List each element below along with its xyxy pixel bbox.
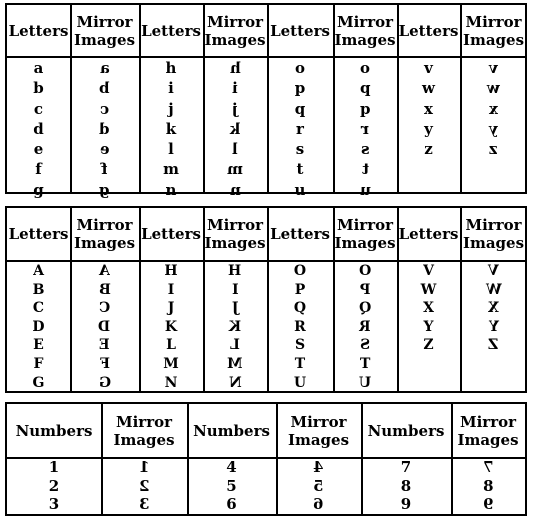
mirror-glyph: R — [359, 318, 371, 335]
header-letters: Letters — [8, 21, 69, 40]
glyph-cell — [488, 336, 498, 355]
glyph-cell — [294, 318, 306, 337]
glyph-cell — [168, 299, 175, 318]
glyph-cell — [227, 355, 243, 374]
lowercase-mirror-column — [333, 58, 397, 200]
mirror-glyph: 7 — [482, 458, 494, 476]
mirror-glyph: L — [230, 337, 240, 354]
glyph-cell — [33, 78, 44, 98]
uppercase-mirror-column — [333, 262, 397, 392]
glyph-cell — [99, 299, 110, 318]
glyph-cell — [296, 139, 304, 159]
glyph: z — [424, 140, 433, 159]
glyph-cell — [100, 58, 110, 78]
glyph: H — [164, 263, 178, 279]
glyph-cell — [33, 281, 45, 300]
mirror-glyph: h — [229, 59, 241, 77]
mirror-glyph: x — [489, 99, 498, 118]
glyph-cell — [230, 180, 241, 200]
glyph-cell — [34, 99, 43, 119]
mirror-glyph: e — [99, 140, 110, 159]
glyph: J — [167, 300, 175, 317]
glyph-cell — [295, 180, 306, 200]
mirror-glyph: A — [99, 263, 110, 279]
glyph-cell — [139, 477, 149, 496]
glyph-cell — [168, 281, 175, 300]
mirror-glyph: F — [99, 355, 110, 372]
glyph-cell — [488, 262, 499, 281]
mirror-glyph: l — [232, 140, 238, 159]
glyph-cell — [360, 78, 371, 98]
mirror-glyph: Z — [488, 337, 499, 354]
glyph: W — [420, 281, 437, 298]
glyph-cell — [166, 58, 177, 78]
glyph-cell — [423, 336, 433, 355]
glyph-cell — [35, 159, 41, 179]
glyph-cell — [166, 336, 176, 355]
glyph-cell — [422, 78, 435, 98]
glyph: Q — [293, 300, 307, 317]
glyph-cell — [294, 374, 306, 393]
lowercase-mirror-column — [203, 58, 267, 200]
glyph-cell — [295, 336, 305, 355]
glyph-cell — [483, 495, 493, 514]
glyph-cell — [33, 299, 44, 318]
mirror-glyph: M — [227, 355, 243, 372]
header-mirror-images: Mirror Images — [204, 12, 266, 49]
glyph-cell — [424, 119, 433, 139]
lowercase-mirror-column — [460, 58, 527, 159]
mirror-glyph: 8 — [482, 476, 494, 495]
header-mirror-images: Mirror Images — [73, 12, 136, 49]
glyph-cell — [359, 318, 371, 337]
glyph-cell — [33, 336, 44, 355]
header-mirror-images: Mirror Images — [462, 12, 525, 49]
header-letters: Letters — [398, 225, 459, 243]
mirror-glyph: V — [488, 263, 499, 279]
numbers-mirror-column — [451, 458, 525, 514]
mirror-glyph: f — [101, 160, 108, 179]
glyph-cell — [99, 374, 111, 393]
glyph-cell — [99, 262, 110, 281]
glyph-cell — [313, 477, 323, 496]
glyph-cell — [33, 180, 44, 200]
glyph-cell — [232, 99, 237, 119]
mirror-glyph: B — [98, 281, 111, 298]
glyph: m — [163, 160, 179, 179]
glyph-cell — [489, 58, 498, 78]
glyph: I — [167, 281, 175, 298]
mirror-glyph: I — [231, 281, 239, 298]
glyph-cell — [32, 318, 44, 337]
glyph: x — [424, 99, 433, 118]
glyph-cell — [163, 159, 179, 179]
uppercase-letters-column — [7, 262, 70, 392]
mirror-glyph: U — [358, 374, 372, 391]
glyph: 9 — [400, 495, 412, 513]
numbers-mirror-column — [101, 458, 187, 514]
mirror-glyph: j — [232, 99, 238, 118]
header-letters: Letters — [8, 225, 69, 243]
mirror-glyph: z — [489, 140, 498, 159]
glyph: P — [294, 281, 306, 298]
header-mirror-images: Mirror Images — [334, 12, 396, 49]
lowercase-mirror-column — [70, 58, 139, 200]
header-numbers: Numbers — [15, 421, 93, 440]
glyph: Z — [423, 337, 434, 354]
glyph-cell — [294, 262, 306, 281]
mirror-glyph: 1 — [138, 458, 150, 476]
glyph-cell — [163, 355, 179, 374]
glyph: a — [33, 59, 44, 77]
glyph: M — [163, 355, 179, 372]
glyph-cell — [488, 299, 499, 318]
glyph-cell — [362, 159, 369, 179]
glyph-cell — [424, 318, 434, 337]
glyph: q — [294, 99, 306, 118]
glyph-cell — [232, 281, 239, 300]
mirror-glyph: n — [229, 180, 241, 199]
glyph: w — [422, 79, 435, 98]
mirror-glyph: r — [361, 119, 369, 138]
glyph-cell — [226, 477, 236, 496]
header-letters: Letters — [141, 225, 201, 243]
glyph-cell — [360, 336, 370, 355]
glyph-cell — [99, 78, 110, 98]
mirror-glyph: g — [99, 180, 110, 199]
glyph: E — [33, 337, 44, 354]
mirror-glyph: G — [98, 374, 111, 391]
mirror-glyph: W — [485, 281, 502, 298]
mirror-glyph: a — [99, 59, 110, 77]
glyph: X — [423, 300, 434, 317]
header-letters: Letters — [141, 21, 201, 40]
mirror-glyph: S — [359, 337, 371, 354]
glyph-cell — [359, 374, 371, 393]
mirror-glyph: s — [360, 140, 370, 159]
mirror-glyph: 3 — [138, 495, 150, 513]
glyph-cell — [297, 159, 304, 179]
glyph: O — [293, 263, 307, 279]
glyph-cell — [164, 262, 177, 281]
glyph: h — [165, 59, 177, 77]
glyph: 1 — [48, 458, 60, 476]
glyph-cell — [99, 180, 110, 200]
glyph-cell — [168, 99, 173, 119]
glyph-cell — [489, 139, 498, 159]
mirror-glyph: y — [489, 119, 498, 138]
header-letters: Letters — [270, 225, 330, 243]
mirror-glyph: 2 — [138, 476, 150, 495]
glyph-cell — [165, 318, 177, 337]
numbers-table — [5, 402, 527, 516]
uppercase-letters-column — [139, 262, 203, 392]
lowercase-letters-column — [267, 58, 333, 200]
lowercase-letters-column — [397, 58, 460, 159]
glyph: V — [423, 263, 434, 279]
glyph-cell — [34, 58, 44, 78]
mirror-glyph: X — [488, 300, 499, 317]
mirror-glyph: K — [228, 318, 242, 335]
mirror-glyph: P — [359, 281, 371, 298]
glyph-cell — [228, 262, 241, 281]
glyph-cell — [313, 458, 323, 477]
glyph: e — [33, 140, 44, 159]
glyph-cell — [232, 139, 238, 159]
glyph: 7 — [400, 458, 412, 476]
glyph-cell — [100, 139, 110, 159]
mirror-glyph: E — [99, 337, 110, 354]
mirror-glyph: m — [227, 160, 243, 179]
glyph-cell — [230, 58, 241, 78]
glyph: p — [294, 79, 306, 98]
glyph-cell — [401, 458, 411, 477]
mirror-glyph: C — [98, 300, 111, 317]
glyph-cell — [100, 355, 110, 374]
glyph: 2 — [48, 476, 60, 495]
glyph-cell — [33, 262, 44, 281]
header-numbers: Numbers — [193, 421, 270, 440]
glyph: d — [33, 119, 44, 138]
glyph: L — [166, 337, 176, 354]
glyph-cell — [168, 78, 174, 98]
glyph-cell — [489, 318, 499, 337]
glyph: l — [168, 140, 174, 159]
glyph-cell — [489, 119, 498, 139]
glyph-cell — [139, 495, 149, 514]
uppercase-letters-column — [267, 262, 333, 392]
glyph-cell — [101, 159, 107, 179]
glyph-cell — [359, 262, 371, 281]
glyph-cell — [139, 458, 149, 477]
glyph-cell — [401, 495, 411, 514]
glyph: v — [424, 59, 433, 77]
mirror-glyph: d — [99, 119, 110, 138]
glyph: 3 — [48, 495, 60, 513]
mirror-glyph: J — [231, 300, 239, 317]
glyph-cell — [226, 458, 236, 477]
glyph: k — [165, 119, 177, 138]
glyph-cell — [295, 281, 306, 300]
glyph-cell — [359, 299, 371, 318]
glyph-cell — [401, 477, 411, 496]
glyph-cell — [168, 139, 174, 159]
glyph-cell — [227, 159, 243, 179]
mirror-glyph: b — [99, 79, 110, 98]
glyph-cell — [360, 180, 371, 200]
glyph-cell — [423, 262, 434, 281]
glyph-cell — [294, 299, 306, 318]
header-mirror-images: Mirror Images — [462, 216, 525, 252]
glyph: S — [294, 337, 306, 354]
mirror-glyph: D — [98, 318, 111, 335]
glyph-cell — [487, 78, 500, 98]
mirror-glyph: q — [359, 99, 371, 118]
mirror-glyph: o — [359, 59, 370, 77]
glyph-cell — [295, 99, 306, 119]
glyph: t — [296, 160, 304, 179]
uppercase-mirror-column — [203, 262, 267, 392]
glyph: U — [293, 374, 307, 391]
glyph-cell — [226, 495, 236, 514]
header-letters: Letters — [398, 21, 459, 40]
header-mirror-images: Mirror Images — [204, 216, 266, 252]
glyph: g — [33, 180, 44, 199]
glyph-cell — [166, 119, 176, 139]
mirror-glyph: i — [232, 79, 238, 98]
glyph-cell — [232, 78, 238, 98]
header-mirror-images: Mirror Images — [287, 412, 350, 449]
glyph-cell — [98, 318, 110, 337]
mirror-glyph: Y — [488, 318, 499, 335]
glyph: B — [32, 281, 45, 298]
mirror-glyph: t — [361, 160, 369, 179]
glyph: F — [33, 355, 44, 372]
mirror-glyph: w — [487, 79, 500, 98]
glyph-cell — [166, 180, 177, 200]
glyph: c — [33, 99, 44, 118]
glyph: f — [35, 160, 42, 179]
mirror-glyph: u — [359, 180, 371, 199]
uppercase-mirror-column — [70, 262, 139, 392]
glyph-cell — [360, 58, 370, 78]
glyph-cell — [230, 336, 240, 355]
header-letters: Letters — [270, 21, 330, 40]
uppercase-letters-table — [5, 206, 527, 393]
glyph-cell — [313, 495, 323, 514]
mirror-glyph: p — [359, 79, 371, 98]
glyph-cell — [489, 99, 498, 119]
header-mirror-images: Mirror Images — [334, 216, 396, 252]
numbers-mirror-column — [276, 458, 361, 514]
mirror-glyph: T — [359, 355, 371, 372]
mirror-glyph: H — [228, 263, 242, 279]
mirror-glyph: k — [229, 119, 241, 138]
glyph-cell — [421, 281, 437, 300]
lowercase-letters-table — [5, 3, 527, 199]
glyph: 6 — [226, 495, 237, 513]
glyph: j — [168, 99, 174, 118]
glyph: 4 — [226, 458, 237, 476]
glyph-cell — [34, 139, 44, 159]
glyph: A — [33, 263, 44, 279]
glyph: T — [294, 355, 306, 372]
glyph-cell — [232, 299, 239, 318]
glyph: 8 — [400, 476, 412, 495]
header-mirror-images: Mirror Images — [457, 412, 519, 449]
glyph: D — [32, 318, 45, 335]
glyph-cell — [486, 281, 502, 300]
glyph: R — [294, 318, 306, 335]
uppercase-letters-column — [397, 262, 460, 355]
mirror-glyph: Q — [358, 300, 372, 317]
mirror-glyph: c — [99, 99, 110, 118]
mirror-glyph: N — [228, 374, 242, 391]
glyph-cell — [33, 374, 45, 393]
glyph-cell — [295, 78, 306, 98]
mirror-glyph: v — [489, 59, 498, 77]
glyph-cell — [229, 374, 242, 393]
glyph: b — [33, 79, 44, 98]
mirror-glyph: 9 — [482, 495, 494, 513]
glyph-cell — [424, 58, 433, 78]
glyph-cell — [49, 458, 59, 477]
glyph-cell — [99, 281, 111, 300]
lowercase-letters-column — [7, 58, 70, 200]
glyph: K — [164, 318, 178, 335]
glyph-cell — [49, 495, 59, 514]
glyph-cell — [360, 99, 371, 119]
glyph-cell — [49, 477, 59, 496]
glyph: y — [424, 119, 433, 138]
glyph-cell — [295, 355, 305, 374]
glyph: r — [296, 119, 304, 138]
numbers-column — [361, 458, 451, 514]
glyph-cell — [360, 281, 371, 300]
lowercase-letters-column — [139, 58, 203, 200]
glyph: G — [32, 374, 45, 391]
glyph-cell — [483, 477, 493, 496]
glyph-cell — [229, 318, 241, 337]
glyph: i — [168, 79, 174, 98]
uppercase-mirror-column — [460, 262, 527, 355]
glyph-cell — [296, 119, 304, 139]
glyph-cell — [361, 119, 369, 139]
glyph-cell — [34, 355, 44, 374]
glyph-cell — [424, 139, 433, 159]
glyph-cell — [360, 355, 370, 374]
glyph-cell — [100, 99, 109, 119]
header-mirror-images: Mirror Images — [113, 412, 175, 449]
numbers-column — [187, 458, 276, 514]
mirror-glyph: O — [358, 263, 372, 279]
glyph-cell — [99, 336, 110, 355]
glyph: u — [294, 180, 306, 199]
mirror-glyph: 6 — [313, 495, 324, 513]
glyph: N — [164, 374, 178, 391]
glyph-cell — [295, 58, 305, 78]
glyph: o — [294, 59, 305, 77]
glyph-cell — [423, 299, 434, 318]
glyph-cell — [483, 458, 493, 477]
glyph: s — [295, 140, 305, 159]
header-numbers: Numbers — [367, 421, 445, 440]
mirror-glyph: 5 — [313, 476, 324, 495]
glyph-cell — [230, 119, 240, 139]
glyph: C — [32, 300, 45, 317]
glyph: 5 — [226, 476, 237, 495]
glyph-cell — [99, 119, 110, 139]
glyph: Y — [423, 318, 434, 335]
header-mirror-images: Mirror Images — [73, 216, 136, 252]
glyph-cell — [165, 374, 178, 393]
mirror-glyph: 4 — [313, 458, 324, 476]
glyph-cell — [361, 139, 369, 159]
glyph-cell — [424, 99, 433, 119]
glyph: n — [165, 180, 177, 199]
numbers-column — [7, 458, 101, 514]
glyph-cell — [33, 119, 44, 139]
